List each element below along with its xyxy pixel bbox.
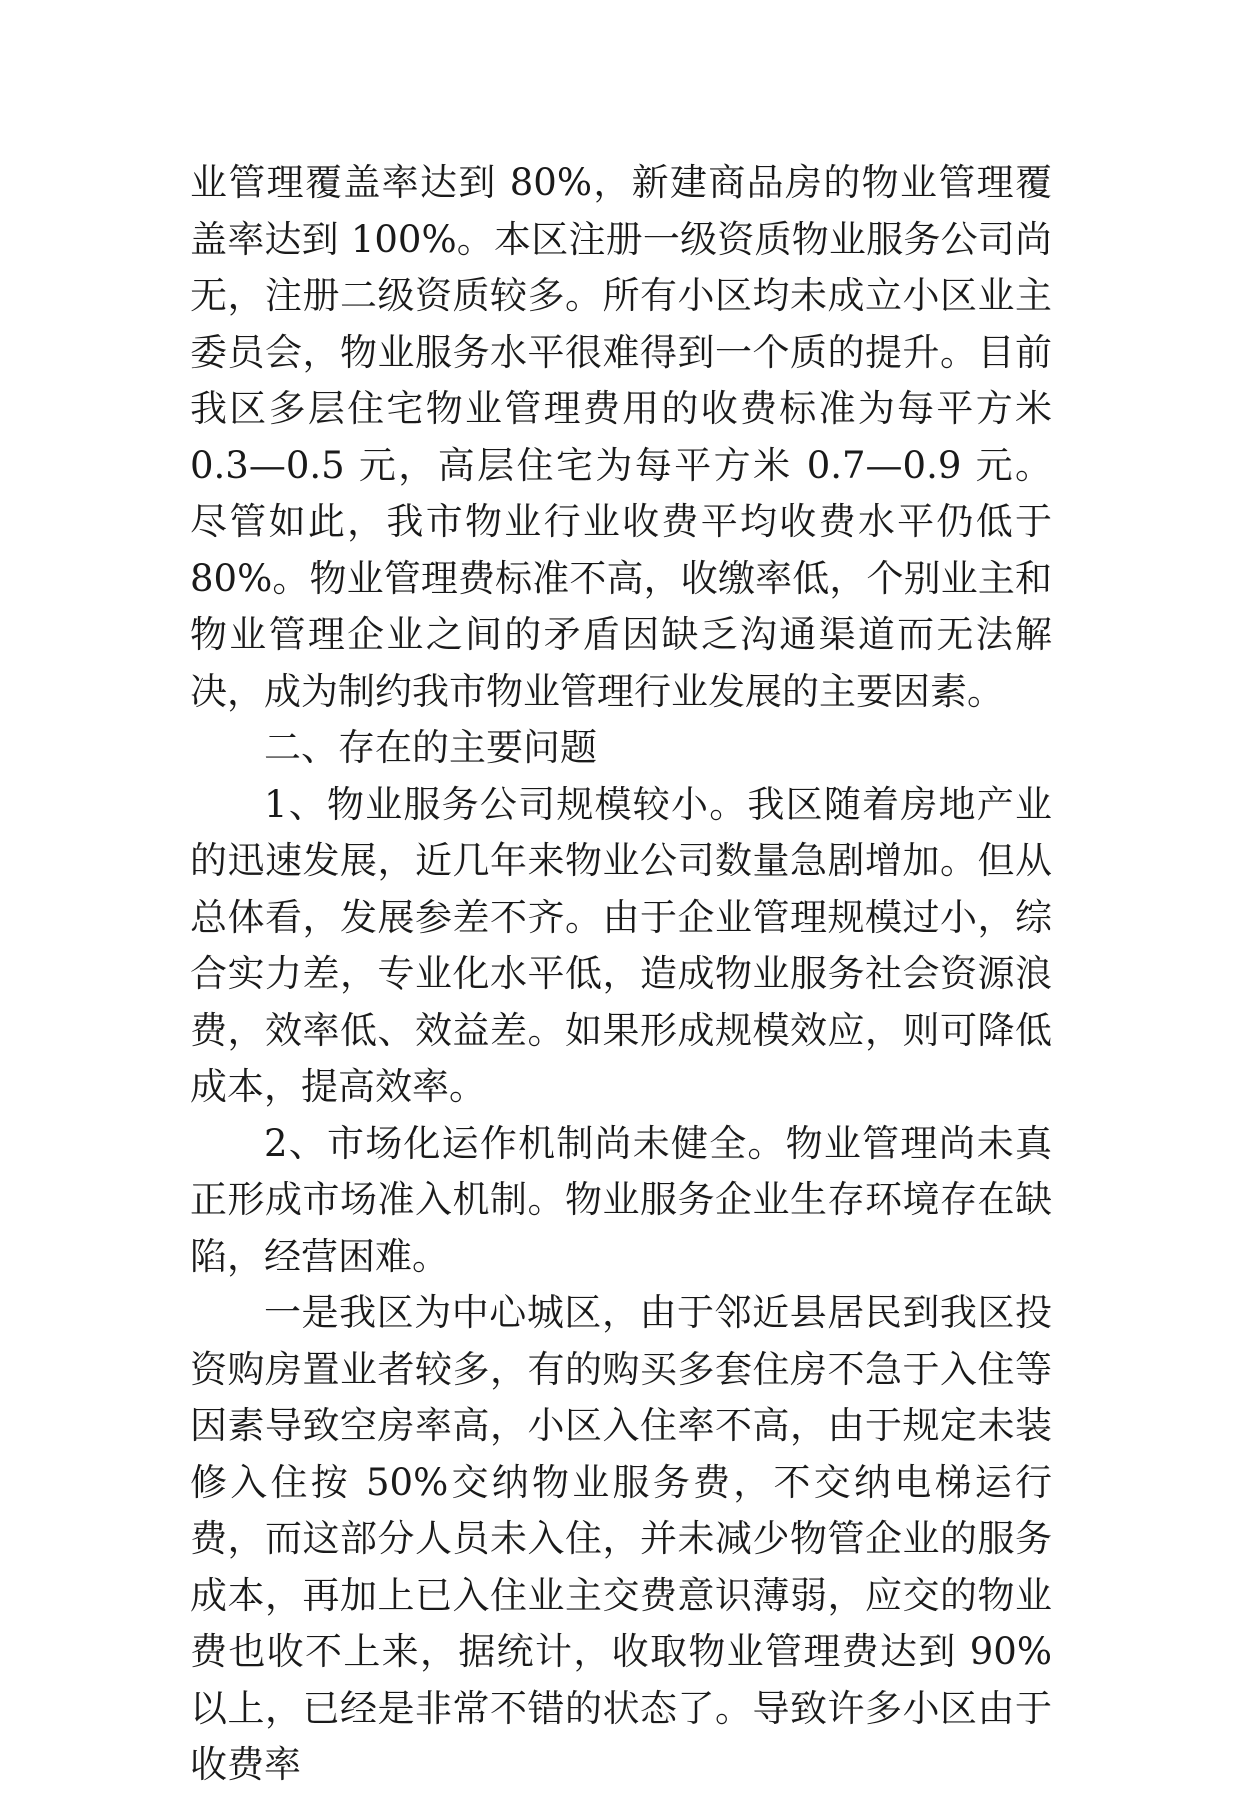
document-body (190, 155, 1052, 1794)
paragraph-point-1: 一是我区为中心城区，由于邻近县居民到我区投资购房置业者较多，有的购买多套住房不急于入住等因素导致空房率高，小区入住率不高，由于规定未装修入住按 50%交纳物业服务费，不交纳电梯运行费，而这部分人员未入住，并未减少物管企业的服务成本，再加上已入住业主交费意识薄弱，应交的物业费也收不上来，据统计，收取物业管理费达到 90%以上，已经是非常不错的状态了。导致许多小区由于收费率 (190, 1291, 1052, 1786)
section-heading: 二、存在的主要问题 (264, 726, 597, 769)
paragraph-continued: 业管理覆盖率达到 80%，新建商品房的物业管理覆盖率达到 100%。本区注册一级资质物业服务公司尚无，注册二级资质较多。所有小区均未成立小区业主委员会，物业服务水平很难得到一个质的提升。目前我区多层住宅物业管理费用的收费标准为每平方米 0.3—0.5 元，高层住宅为每平方米 0.7—0.9 元。尽管如此，我市物业行业收费平均收费水平仍低于 80%。物业管理费标准不高，收缴率低，个别业主和物业管理企业之间的矛盾因缺乏沟通渠道而无法解决，成为制约我市物业管理行业发展的主要因素。 (190, 161, 1052, 713)
paragraph-item-2: 2、市场化运作机制尚未健全。物业管理尚未真正形成市场准入机制。物业服务企业生存环境存在缺陷，经营困难。 (190, 1121, 1052, 1278)
paragraph-item-1: 1、物业服务公司规模较小。我区随着房地产业的迅速发展，近几年来物业公司数量急剧增加。但从总体看，发展参差不齐。由于企业管理规模过小，综合实力差，专业化水平低，造成物业服务社会资源浪费，效率低、效益差。如果形成规模效应，则可降低成本，提高效率。 (190, 782, 1052, 1108)
